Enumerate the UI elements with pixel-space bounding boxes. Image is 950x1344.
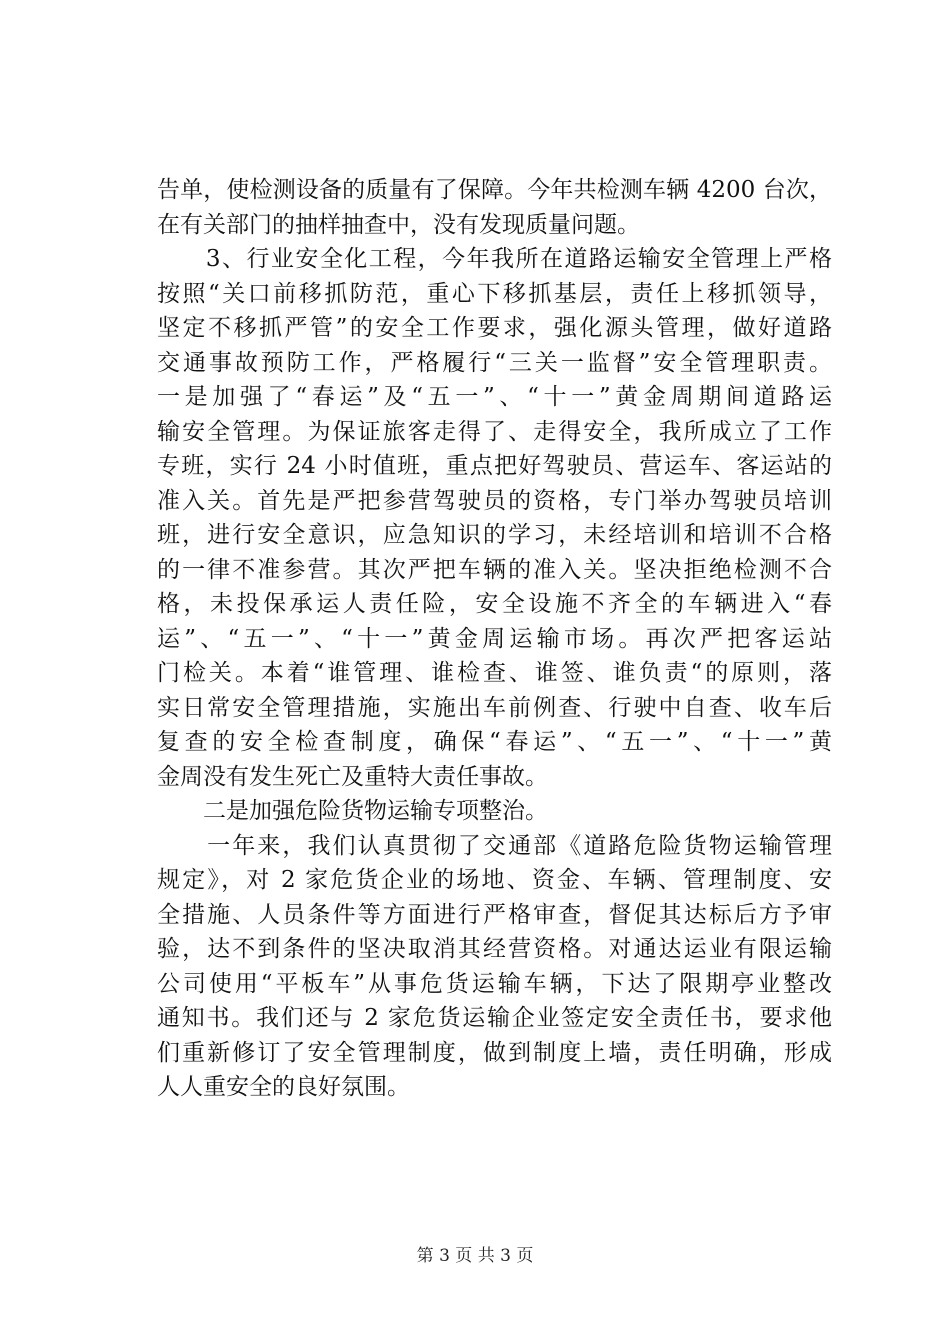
text-line: 公司使用“平板车”从事危货运输车辆，下达了限期亭业整改	[157, 970, 832, 997]
body-text	[157, 173, 832, 1105]
text-line: 验，达不到条件的坚决取消其经营资格。对通达运业有限运输	[157, 936, 832, 962]
page-number-footer: 第 3 页 共 3 页	[416, 1246, 534, 1266]
text-line: 准入关。首先是严把参营驾驶员的资格，专门举办驾驶员培训	[157, 487, 832, 514]
text-line: 输安全管理。为保证旅客走得了、走得安全，我所成立了工作	[157, 418, 832, 445]
text-line: 告单，使检测设备的质量有了保障。今年共检测车辆 4200 台次，	[157, 177, 832, 203]
text-line: 班，进行安全意识，应急知识的学习，未经培训和培训不合格	[157, 522, 832, 548]
text-line: 的一律不准参营。其次严把车辆的准入关。坚决拒绝检测不合	[157, 556, 832, 583]
text-line: 专班，实行 24 小时值班，重点把好驾驶员、营运车、客运站的	[157, 453, 832, 479]
text-line: 二是加强危险货物运输专项整治。	[157, 798, 548, 824]
text-line: 通知书。我们还与 2 家危货运输企业签定安全责任书，要求他	[157, 1005, 832, 1031]
text-line: 实日常安全管理措施，实施出车前例查、行驶中自查、收车后	[157, 694, 832, 721]
text-line: 们重新修订了安全管理制度，做到制度上墙，责任明确，形成	[157, 1039, 832, 1066]
text-line: 运”、“五一”、“十一”黄金周运输市场。再次严把客运站	[157, 625, 832, 652]
text-line: 人人重安全的良好氛围。	[157, 1074, 410, 1100]
text-line: 3、行业安全化工程，今年我所在道路运输安全管理上严格	[157, 246, 832, 272]
text-line: 交通事故预防工作，严格履行“三关一监督”安全管理职责。	[157, 349, 832, 376]
text-line: 坚定不移抓严管”的安全工作要求，强化源头管理，做好道路	[157, 315, 832, 341]
text-line: 复查的安全检查制度，确保“春运”、“五一”、“十一”黄	[157, 729, 832, 755]
text-line: 一是加强了“春运”及“五一”、“十一”黄金周期间道路运	[157, 384, 832, 410]
text-line: 按照“关口前移抓防范，重心下移抓基层，责任上移抓领导，	[157, 280, 832, 307]
text-line: 一年来，我们认真贯彻了交通部《道路危险货物运输管理	[157, 832, 832, 859]
text-line: 规定》，对 2 家危货企业的场地、资金、车辆、管理制度、安	[157, 867, 832, 893]
text-line: 格，未投保承运人责任险，安全设施不齐全的车辆进入“春	[157, 591, 832, 617]
text-line: 金周没有发生死亡及重特大责任事故。	[157, 763, 548, 790]
text-line: 在有关部门的抽样抽查中，没有发现质量问题。	[157, 211, 640, 238]
text-line: 门检关。本着“谁管理、谁检查、谁签、谁负责“的原则，落	[157, 660, 832, 686]
text-line: 全措施、人员条件等方面进行严格审查，督促其达标后方予审	[157, 901, 832, 928]
